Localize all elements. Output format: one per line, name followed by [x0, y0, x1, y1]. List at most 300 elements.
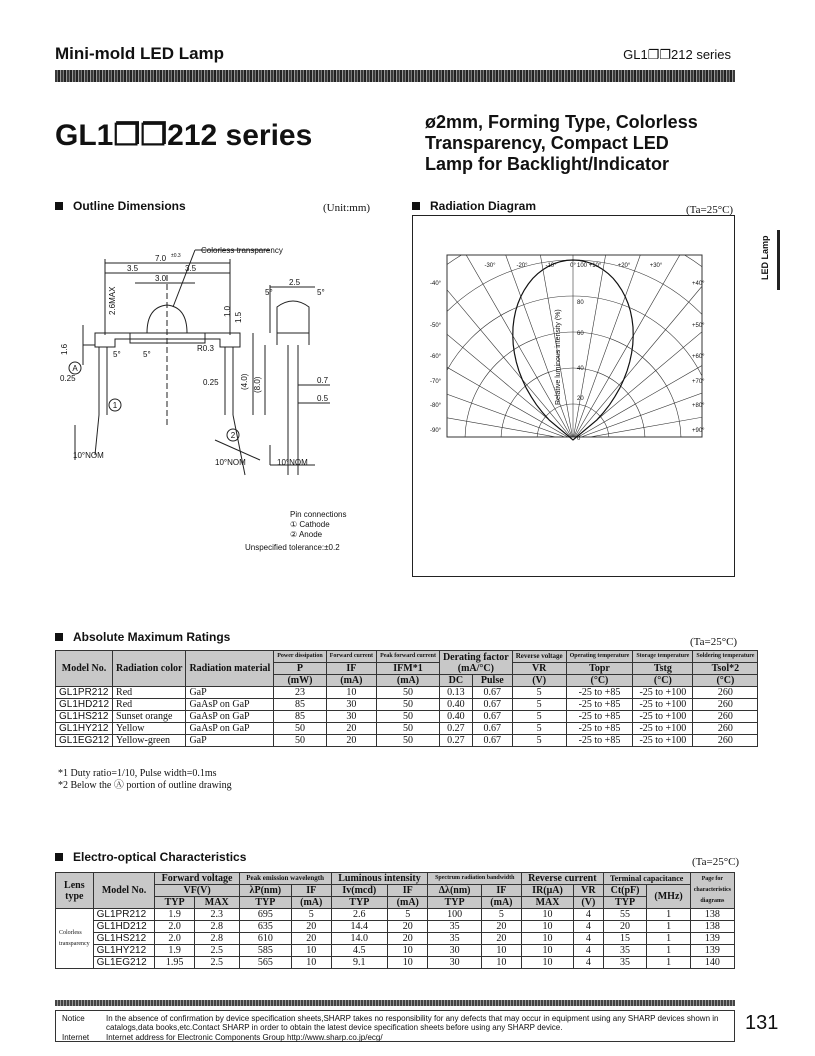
- tick-label: +80°: [692, 403, 705, 409]
- tick-label: -10°: [545, 263, 557, 269]
- table-cell: 5: [512, 711, 566, 723]
- table-cell: 50: [377, 687, 440, 699]
- th-top-sym: Topr: [566, 663, 633, 675]
- table-cell: 0.67: [472, 723, 512, 735]
- table-cell: 260: [693, 711, 758, 723]
- th-p-unit: (mW): [274, 675, 326, 687]
- notice-label: Notice: [62, 1014, 85, 1023]
- label-10: 1.0: [223, 305, 232, 317]
- th-iv-top: Luminous intensity: [331, 873, 428, 885]
- th-ir-sym: IR(μA): [522, 885, 574, 897]
- radiation-diagram: [412, 215, 735, 577]
- table-cell: 695: [239, 909, 291, 921]
- tick-label: +30°: [649, 263, 663, 269]
- lens-type-cell: Colorless transparency: [56, 909, 94, 969]
- notice-text: In the absence of confirmation by device specification sheets,SHARP takes no responsibility for any defects that may occur in equipment using any SHARP devices shown in catalogs,data books,etc.Contact SHARP in order to obtain the latest device specification sheets before using any SHARP device.: [106, 1014, 719, 1032]
- footer-bar: [55, 1000, 735, 1006]
- table-cell: 10: [481, 945, 521, 957]
- th-ifm-sym: IFM*1: [377, 663, 440, 675]
- table-cell: 5: [481, 909, 521, 921]
- table-cell: 1: [647, 933, 690, 945]
- table-row: [56, 723, 758, 735]
- table-cell: 138: [690, 921, 734, 933]
- footer-notice-box: [55, 1010, 735, 1042]
- label-ang5c: 5°: [265, 288, 273, 297]
- table-cell: GL1PR212: [93, 909, 155, 921]
- label-40: (4.0): [240, 373, 249, 390]
- th-ir-max: MAX: [522, 897, 574, 909]
- table-cell: 5: [388, 909, 428, 921]
- table-cell: 0.67: [472, 711, 512, 723]
- label-15: 1.5: [234, 311, 243, 323]
- angle-line: [523, 215, 573, 440]
- note-1: *1 Duty ratio=1/10, Pulse width=0.1ms: [58, 768, 217, 779]
- label-r03: R0.3: [197, 344, 214, 353]
- table-cell: 2.8: [194, 921, 239, 933]
- label-025b: 0.25: [203, 378, 219, 387]
- table-row: [56, 957, 735, 969]
- table-cell: 5: [512, 723, 566, 735]
- note-2: *2 Below the Ⓐ portion of outline drawing: [58, 780, 232, 791]
- label-max: 2.6MAX: [108, 286, 117, 315]
- tick-label: +60°: [692, 354, 705, 360]
- table-row: [56, 921, 735, 933]
- table-cell: 635: [239, 921, 291, 933]
- th-tsol-top: Soldering temperature: [693, 651, 758, 663]
- table-cell: 2.6: [331, 909, 388, 921]
- table-cell: 20: [388, 921, 428, 933]
- tick-label: 0: [577, 436, 581, 442]
- table-cell: 2.8: [194, 933, 239, 945]
- th-der-dc: DC: [439, 675, 472, 687]
- table-cell: 14.4: [331, 921, 388, 933]
- table-cell: 139: [690, 933, 734, 945]
- table-cell: 0.13: [439, 687, 472, 699]
- table-cell: 1: [647, 909, 690, 921]
- table-cell: GL1HD212: [93, 921, 155, 933]
- th-dl-ma: (mA): [481, 897, 521, 909]
- table-cell: 260: [693, 723, 758, 735]
- label-30: 3.0: [155, 274, 167, 283]
- table-cell: 30: [326, 699, 376, 711]
- header-title: Mini-mold LED Lamp: [55, 44, 225, 63]
- tick-label: 40: [577, 366, 584, 372]
- table-cell: 35: [603, 957, 647, 969]
- th-ifm-unit: (mA): [377, 675, 440, 687]
- table-cell: 50: [377, 699, 440, 711]
- table-cell: 30: [428, 945, 481, 957]
- header-series: GL1❐❐212 series: [623, 47, 731, 62]
- table-cell: 20: [326, 723, 376, 735]
- table-cell: 14.0: [331, 933, 388, 945]
- header-bar: [55, 70, 735, 82]
- table-cell: 1: [647, 945, 690, 957]
- mark-2: 2: [230, 431, 236, 440]
- table-cell: GL1HY212: [56, 723, 113, 735]
- side-tab-bar: [777, 230, 780, 290]
- mark-1: 1: [112, 401, 118, 410]
- table-cell: 565: [239, 957, 291, 969]
- table-cell: 20: [291, 921, 331, 933]
- tick-label: -80°: [430, 403, 442, 409]
- table-cell: 10: [388, 945, 428, 957]
- table-row: [56, 687, 758, 699]
- table-cell: 138: [690, 909, 734, 921]
- table-cell: GaP: [186, 687, 274, 699]
- subtitle-line-1: ø2mm, Forming Type, Colorless: [425, 112, 698, 132]
- tick-label: -50°: [430, 323, 442, 329]
- label-nom3: 10°NOM: [277, 458, 308, 467]
- side-tag: LED Lamp: [760, 235, 770, 280]
- tick-label: 80: [577, 300, 584, 306]
- table-cell: GL1EG212: [56, 735, 113, 747]
- absmax-heading: Absolute Maximum Ratings: [55, 630, 230, 644]
- table-cell: 10: [522, 933, 574, 945]
- table-cell: GL1EG212: [93, 957, 155, 969]
- th-p-sym: P: [274, 663, 326, 675]
- th-lp-top: Peak emission wavelength: [239, 873, 331, 885]
- table-cell: 10: [388, 957, 428, 969]
- page-title: GL1❐❐212 series: [55, 119, 313, 152]
- table-cell: -25 to +85: [566, 687, 633, 699]
- table-cell: 2.5: [194, 957, 239, 969]
- label-35b: 3.5: [185, 264, 197, 273]
- table-cell: 35: [603, 945, 647, 957]
- table-cell: GL1HS212: [93, 933, 155, 945]
- subtitle: [425, 112, 755, 175]
- table-cell: 50: [274, 735, 326, 747]
- table-cell: GaAsP on GaP: [186, 723, 274, 735]
- th-page: Page for characteristics diagrams: [690, 873, 734, 909]
- table-cell: -25 to +100: [633, 711, 693, 723]
- table-cell: 35: [428, 933, 481, 945]
- table-cell: 4.5: [331, 945, 388, 957]
- th-e-model: Model No.: [93, 873, 155, 909]
- table-cell: 100: [428, 909, 481, 921]
- table-cell: 2.3: [194, 909, 239, 921]
- table-cell: 0.27: [439, 723, 472, 735]
- th-iv-if: IF: [388, 885, 428, 897]
- table-cell: 2.5: [194, 945, 239, 957]
- table-cell: 0.67: [472, 735, 512, 747]
- th-tstg-unit: (°C): [633, 675, 693, 687]
- th-dl-top: Spectrum radiation bandwidth: [428, 873, 522, 885]
- th-iv-typ: TYP: [331, 897, 388, 909]
- table-cell: GL1HS212: [56, 711, 113, 723]
- table-cell: 20: [603, 921, 647, 933]
- th-vf-typ: TYP: [155, 897, 194, 909]
- table-cell: 585: [239, 945, 291, 957]
- th-vr-top: Reverse voltage: [512, 651, 566, 663]
- table-cell: -25 to +85: [566, 723, 633, 735]
- th-color: Radiation color: [113, 651, 186, 687]
- table-cell: Red: [113, 699, 186, 711]
- radius-circle: [412, 224, 735, 577]
- table-cell: 0.67: [472, 699, 512, 711]
- table-cell: -25 to +100: [633, 723, 693, 735]
- th-tsol-sym: Tsol*2: [693, 663, 758, 675]
- table-cell: 0.40: [439, 711, 472, 723]
- internet-label: Internet: [62, 1033, 90, 1042]
- th-lp-sym: λP(nm): [239, 885, 291, 897]
- th-rc-v: (V): [574, 897, 604, 909]
- table-cell: 35: [428, 921, 481, 933]
- th-ct-typ: TYP: [603, 897, 647, 909]
- table-cell: 20: [481, 933, 521, 945]
- radiation-axis-label: Relative luminous intensity (%): [555, 309, 562, 405]
- th-if-top: Forward current: [326, 651, 376, 663]
- label-colorless: Colorless transparency: [201, 246, 283, 255]
- table-cell: 85: [274, 711, 326, 723]
- table-cell: 50: [377, 723, 440, 735]
- table-cell: -25 to +100: [633, 735, 693, 747]
- th-if-unit: (mA): [326, 675, 376, 687]
- table-cell: -25 to +100: [633, 699, 693, 711]
- tick-label: +10°: [588, 263, 602, 269]
- th-vf-top: Forward voltage: [155, 873, 239, 885]
- label-35a: 3.5: [127, 264, 139, 273]
- table-row: [56, 945, 735, 957]
- electro-table: [55, 872, 735, 969]
- absmax-cond: (Ta=25°C): [690, 636, 738, 648]
- angle-line: [573, 219, 735, 440]
- table-cell: 10: [522, 945, 574, 957]
- table-cell: GL1PR212: [56, 687, 113, 699]
- angle-line: [573, 215, 672, 440]
- tick-label: +20°: [617, 263, 631, 269]
- table-cell: 0.67: [472, 687, 512, 699]
- table-cell: 4: [574, 909, 604, 921]
- label-w70-tol: ±0.3: [171, 253, 181, 259]
- outline-heading: Outline Dimensions: [55, 199, 186, 213]
- table-cell: 10: [326, 687, 376, 699]
- tick-label: +40°: [692, 281, 705, 287]
- pin-title: Pin connections: [290, 510, 347, 519]
- table-cell: 30: [326, 711, 376, 723]
- label-25: 2.5: [289, 278, 301, 287]
- th-der-pulse: Pulse: [472, 675, 512, 687]
- th-vr-sym: VR: [512, 663, 566, 675]
- table-cell: Sunset orange: [113, 711, 186, 723]
- th-vf-max: MAX: [194, 897, 239, 909]
- radiation-heading: Radiation Diagram: [412, 199, 536, 213]
- table-cell: 85: [274, 699, 326, 711]
- table-cell: 1.9: [155, 909, 194, 921]
- table-cell: 9.1: [331, 957, 388, 969]
- table-cell: 50: [274, 723, 326, 735]
- table-cell: 20: [326, 735, 376, 747]
- table-cell: 10: [522, 957, 574, 969]
- table-cell: 20: [481, 921, 521, 933]
- th-iv-ma: (mA): [388, 897, 428, 909]
- table-cell: 1.95: [155, 957, 194, 969]
- tick-label: -90°: [430, 428, 442, 434]
- page-number: 131: [745, 1012, 779, 1034]
- label-ang5a: 5°: [113, 350, 121, 359]
- table-cell: GL1HY212: [93, 945, 155, 957]
- table-cell: 50: [377, 735, 440, 747]
- tick-label: -70°: [430, 379, 442, 385]
- table-cell: Yellow: [113, 723, 186, 735]
- tick-label: -60°: [430, 354, 442, 360]
- table-cell: 5: [291, 909, 331, 921]
- tolerance-note: Unspecified tolerance:±0.2: [245, 543, 340, 552]
- table-cell: 20: [291, 933, 331, 945]
- table-cell: -25 to +85: [566, 735, 633, 747]
- table-cell: 610: [239, 933, 291, 945]
- table-cell: 23: [274, 687, 326, 699]
- label-ang5b: 5°: [143, 350, 151, 359]
- table-cell: 139: [690, 945, 734, 957]
- th-material: Radiation material: [186, 651, 274, 687]
- table-row: [56, 909, 735, 921]
- radiation-cond: (Ta=25°C): [686, 204, 734, 216]
- table-row: [56, 699, 758, 711]
- th-rc-vr: VR: [574, 885, 604, 897]
- th-lp-ma: (mA): [291, 897, 331, 909]
- table-cell: 5: [512, 687, 566, 699]
- outline-unit: (Unit:mm): [323, 202, 371, 214]
- th-lens: Lens type: [56, 873, 94, 909]
- table-cell: 50: [377, 711, 440, 723]
- table-cell: 15: [603, 933, 647, 945]
- table-cell: 0.40: [439, 699, 472, 711]
- pin-connections: [290, 510, 346, 540]
- table-cell: 10: [481, 957, 521, 969]
- th-lp-typ: TYP: [239, 897, 291, 909]
- table-cell: 1.9: [155, 945, 194, 957]
- tick-label: -20°: [516, 263, 528, 269]
- pin-1: ① Cathode: [290, 520, 330, 529]
- table-cell: 0.27: [439, 735, 472, 747]
- label-05: 0.5: [317, 394, 329, 403]
- table-cell: 10: [291, 945, 331, 957]
- table-cell: 4: [574, 921, 604, 933]
- label-16: 1.6: [60, 343, 69, 355]
- internet-text: Internet address for Electronic Components Group http://www.sharp.co.jp/ecg/: [106, 1033, 383, 1042]
- label-nom2: 10°NOM: [215, 458, 246, 467]
- th-ct-top: Terminal capacitance: [603, 873, 690, 885]
- th-if-sym: IF: [326, 663, 376, 675]
- th-lp-if: IF: [291, 885, 331, 897]
- tick-label: 0°: [570, 263, 576, 269]
- table-cell: 20: [388, 933, 428, 945]
- th-vr-unit: (V): [512, 675, 566, 687]
- tick-label: 100: [577, 263, 588, 269]
- table-cell: 2.0: [155, 921, 194, 933]
- label-025a: 0.25: [60, 374, 76, 383]
- tick-label: +70°: [692, 379, 705, 385]
- table-row: [56, 735, 758, 747]
- th-tstg-sym: Tstg: [633, 663, 693, 675]
- table-cell: 1: [647, 957, 690, 969]
- table-cell: Yellow-green: [113, 735, 186, 747]
- angle-line: [429, 215, 573, 440]
- table-cell: 4: [574, 957, 604, 969]
- th-tstg-top: Storage temperature: [633, 651, 693, 663]
- absmax-table: [55, 650, 758, 747]
- table-cell: 55: [603, 909, 647, 921]
- absmax-notes: [58, 768, 232, 792]
- table-cell: 140: [690, 957, 734, 969]
- table-cell: 1: [647, 921, 690, 933]
- label-nom1: 10°NOM: [73, 451, 104, 460]
- tick-label: 20: [577, 396, 584, 402]
- table-cell: 10: [522, 921, 574, 933]
- electro-heading: Electro-optical Characteristics: [55, 850, 246, 864]
- th-iv-sym: Iv(mcd): [331, 885, 388, 897]
- label-ang5d: 5°: [317, 288, 325, 297]
- th-ct-sym: Ct(pF): [603, 885, 647, 897]
- angle-line: [573, 215, 623, 440]
- th-dl-typ: TYP: [428, 897, 481, 909]
- radius-circle: [412, 260, 735, 577]
- mark-a: A: [72, 364, 78, 373]
- table-cell: 5: [512, 735, 566, 747]
- table-cell: GaAsP on GaP: [186, 711, 274, 723]
- tick-label: 60: [577, 331, 584, 337]
- th-top-unit: (°C): [566, 675, 633, 687]
- table-cell: 10: [291, 957, 331, 969]
- table-cell: GaP: [186, 735, 274, 747]
- table-cell: 4: [574, 945, 604, 957]
- th-der: Derating factor (mA/°C): [439, 651, 512, 675]
- table-cell: GaAsP on GaP: [186, 699, 274, 711]
- angle-line: [573, 296, 735, 440]
- pin-2: ② Anode: [290, 530, 323, 539]
- table-cell: 260: [693, 735, 758, 747]
- th-dl-if: IF: [481, 885, 521, 897]
- label-w70: 7.0: [155, 254, 167, 263]
- th-ifm-top: Peak forward current: [377, 651, 440, 663]
- electro-cond: (Ta=25°C): [692, 856, 740, 868]
- tick-label: -40°: [430, 281, 442, 287]
- label-07: 0.7: [317, 376, 329, 385]
- radius-circle: [412, 215, 735, 577]
- tick-label: -30°: [484, 263, 496, 269]
- th-model: Model No.: [56, 651, 113, 687]
- table-cell: Red: [113, 687, 186, 699]
- table-row: [56, 711, 758, 723]
- table-cell: -25 to +85: [566, 699, 633, 711]
- subtitle-line-3: Lamp for Backlight/Indicator: [425, 154, 670, 174]
- angle-line: [573, 341, 735, 440]
- tick-label: +50°: [692, 323, 705, 329]
- table-cell: -25 to +100: [633, 687, 693, 699]
- table-row: [56, 933, 735, 945]
- angle-line: [573, 255, 735, 440]
- th-rc-top: Reverse current: [522, 873, 604, 885]
- th-p-top: Power dissipation: [274, 651, 326, 663]
- th-mhz: (MHz): [647, 885, 690, 909]
- table-cell: 4: [574, 933, 604, 945]
- table-cell: 260: [693, 699, 758, 711]
- tick-label: +90°: [692, 428, 705, 434]
- table-cell: 10: [522, 909, 574, 921]
- th-tsol-unit: (°C): [693, 675, 758, 687]
- label-80: (8.0): [253, 376, 262, 393]
- table-cell: 2.0: [155, 933, 194, 945]
- table-cell: 30: [428, 957, 481, 969]
- table-cell: -25 to +85: [566, 711, 633, 723]
- table-cell: 5: [512, 699, 566, 711]
- subtitle-line-2: Transparency, Compact LED: [425, 133, 669, 153]
- th-dl-sym: Δλ(nm): [428, 885, 481, 897]
- th-top-top: Operating temperature: [566, 651, 633, 663]
- table-cell: 260: [693, 687, 758, 699]
- table-cell: GL1HD212: [56, 699, 113, 711]
- th-vf-sym: VF(V): [155, 885, 239, 897]
